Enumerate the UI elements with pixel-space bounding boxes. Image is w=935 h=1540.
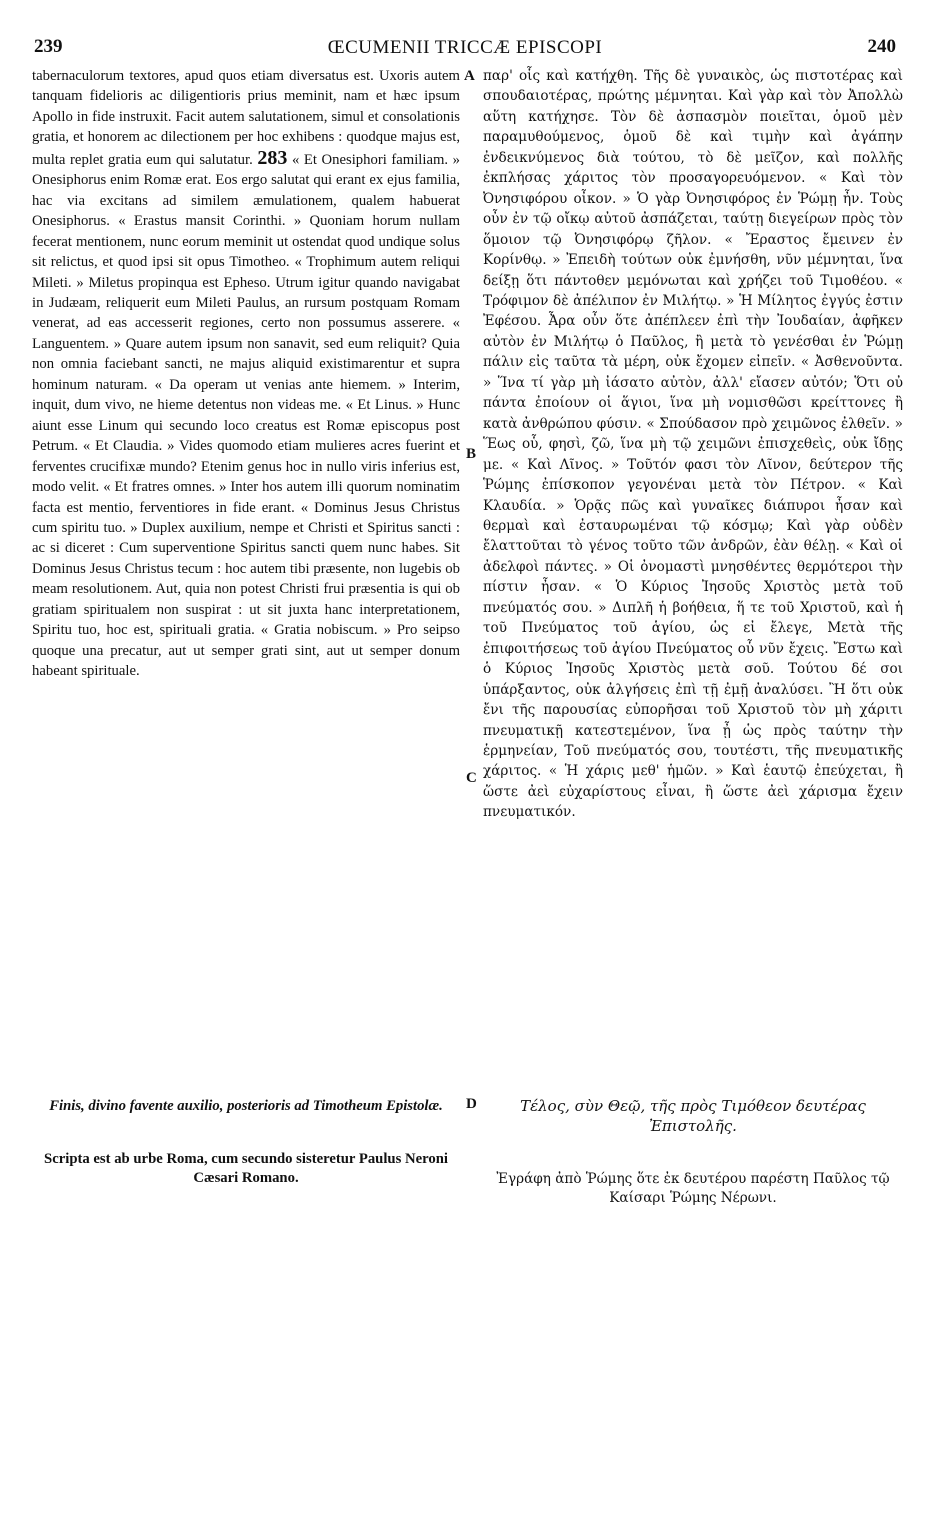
latin-colophon — [32, 1096, 460, 1188]
margin-marker-b: B — [466, 446, 477, 462]
latin-text-part-1: tabernaculorum textores, apud quos etiam diversatus est. Uxoris autem tanquam fidelioris ac diligentioris prius meminit, nam et hæc ipsum Apollo in fide instruxit. Facit autem salutationem, simul et consolationis gratia, et honorem ac dilectionem per hoc exhibens : quodque majus est, multa replet gratia eum qui salutatur. — [32, 68, 460, 168]
section-number: 283 — [257, 146, 288, 169]
latin-subscription: Scripta est ab urbe Roma, cum secundo sisteretur Paulus Neroni Cæsari Romano. — [44, 1151, 448, 1186]
left-page-number: 239 — [34, 36, 63, 57]
latin-text-part-2: « Et Onesiphori familiam. » Onesiphorus enim Romæ erat. Eos ergo salutat qui erant ex ejus familia, hac via excitans ad similem æmulationem, qualem habuerat Onesiphorus. « Erastus mansit Corinthi. » Quoniam horum nullam fecerat mentionem, nunc eorum meminit ut ostendat quod undique solus sit relictus, et quod ipsi sit opus Timotheo. « Trophimum autem reliqui Mileti. » Miletus propinqua est Epheso. Utrum igitur quando navigabat in Judæam, reliquerit eum Mileti Paulus, an rursum postquam Romam venerat, ad eas accesserit regiones, certo non possumus asserere. « Languentem. » Quare autem ipsum non sanavit, sed eum reliquit? Quia non omnia faciebant sancti, ne majus aliquid existimarentur et supra hominum naturam. « Da operam ut venias ante hiemem. » Interim, inquit, dum vivo, ne hieme detentus non videas me. « Et Linus. » Hunc aiunt esse Linum qui secundo loco creatus est Romæ episcopus post Petrum. « Et Claudia. » Vides quomodo etiam mulieres acres fuerint et ferventes crucifixæ mundo? Etenim genus hoc in nullo viris inferius est, modo velit. « Et fratres omnes. » Inter hos autem illi quorum nominatim facta est mentio, ferventiores in fide erant. « Dominus Jesus Christus cum spiritu tuo. » Duplex auxilium, nempe et Christi et Spiritus sancti : ac si diceret : Cum superventione Spiritus sancti quem nunc habes. Sit Dominus Jesus Christus tecum : hoc autem tibi præsente, non lugebis ob meam resolutionem. Aut, quia non potest Christi frui præsentia is qui ob gratiam spiritualem non suspirat : ut sit juxta hanc interpretationem, Spiritu tuo, hoc est, spirituali gratia. « Gratia nobiscum. » Pro seipso quoque una precatur, aut ut semper grati sint, aut ut semper donum habeant spirituale. — [32, 151, 461, 680]
margin-marker-c: C — [466, 770, 477, 786]
right-page-number: 240 — [867, 36, 896, 57]
greek-paragraph: παρ' οἷς καὶ κατήχθη. Τῆς δὲ γυναικὸς, ὡς πιστοτέρας καὶ σπουδαιοτέρας, πρώτης μέμνηται. Καὶ γὰρ καὶ τὸν Ἀπολλὼ αὕτη κατήχησε. Τὸν δὲ ἀσπασμὸν ποιεῖται, ὁμοῦ μὲν παραμυθούμενος, ὁμοῦ δὲ καὶ τιμὴν καὶ ἀγάπην ἐνδεικνύμενος διὰ τούτου, τὸ δὲ μεῖζον, καὶ πολλῆς ἐκπλήσας χάριτος τὸν προσαγορευόμενον. « Καὶ τὸν Ὀνησιφόρου οἶκον. » Ὁ γὰρ Ὀνησιφόρος ἐν Ῥώμῃ ἦν. Τοὺς οὖν ἐν τῷ οἴκῳ αὐτοῦ ἀσπάζεται, ταύτῃ διεγείρων πρὸς τὸν ὅμοιον τῷ Ὀνησιφόρῳ ζῆλον. « Ἔραστος ἔμεινεν ἐν Κορίνθῳ. » Ἐπειδὴ τούτων οὐκ ἐμνήσθη, νῦν μέμνηται, ἵνα δείξῃ ὅτι πάντοθεν μεμόνωται καὶ χρήζει τοῦ Τιμοθέου. « Τρόφιμον δὲ ἀπέλιπον ἐν Μιλήτῳ. » Ἡ Μίλητος ἐγγύς ἐστιν Ἐφέσου. Ἆρα οὖν ὅτε ἀπέπλεεν ἐπὶ τὴν Ἰουδαίαν, ἀφῆκεν αὐτὸν ἐν Μιλήτῳ ὁ Παῦλος, ἢ μετὰ τὸ γενέσθαι ἐν Ῥώμῃ πάλιν εἰς ταῦτα τὰ μέρη, οὐκ ἔχομεν εἰπεῖν. « Ἀσθενοῦντα. » Ἵνα τί γὰρ μὴ ἰάσατο αὐτὸν, ἀλλ' εἴασεν αὐτόν; Ὅτι οὐ πάντα ἐποίουν οἱ ἅγιοι, ἵνα μὴ νομισθῶσι κρείττονες ἢ κατὰ ἀνθρώπου φύσιν. « Σπούδασον πρὸ χειμῶνος ἐλθεῖν. » Ἕως οὗ, φησὶ, ζῶ, ἵνα μὴ τῷ χειμῶνι ἐπισχεθεὶς, οὐκ ἴδῃς με. « Καὶ Λῖνος. » Τοῦτόν φασι τὸν Λῖνον, δεύτερον τῆς Ῥώμης ἐπίσκοπον γεγονέναι μετὰ τὸν Πέτρον. « Καὶ Κλαυδία. » Ὁρᾷς πῶς καὶ γυναῖκες διάπυροι ἦσαν καὶ θερμαὶ καὶ ἐσταυρωμέναι τῷ κόσμῳ; Καὶ γὰρ οὐδὲν ἔλαττοῦται τὸ γένος τοῦτο τῶν ἀνδρῶν, ἐὰν θέλῃ. « Καὶ οἱ ἀδελφοὶ πάντες. » Οἱ ὀνομαστὶ μνησθέντες θερμότεροι τὴν πίστιν ἦσαν. « Ὁ Κύριος Ἰησοῦς Χριστὸς μετὰ τοῦ πνεύματός σου. » Διπλῆ ἡ βοήθεια, ἥ τε τοῦ Χριστοῦ, καὶ ἡ τοῦ Πνεύματος τοῦ ἁγίου, ὡς εἰ ἔλεγε, Μετὰ τῆς ἐπιφοιτήσεως τοῦ ἁγίου Πνεύματος οὗ νῦν ἔχεις. Ἔστω καὶ ὁ Κύριος Ἰησοῦς Χριστὸς μετὰ σοῦ. Τούτου δέ σοι ὑπάρξαντος, οὐκ ἀλγήσεις ἐπὶ τῇ ἐμῇ ἀναλύσει. Ἢ ὅτι οὐκ ἔνι τῆς παρουσίας εὐπορῆσαι τοῦ Χριστοῦ τὸν μὴ χάριτι πνευματικῇ κατεστεμένον, ἵνα ᾖ ὡς πρὸς ταύτην τὴν ἑρμηνείαν, Τοῦ πνεύματός σου, τουτέστι, τῆς πνευματικῆς χάριτος. « Ἡ χάρις μεθ' ἡμῶν. » Καὶ ἑαυτῷ ἐπεύχεται, ἢ ὥστε ἀεὶ εὐχαρίστους εἶναι, ἢ ὥστε ἀεὶ χάρισμα ἔχειν πνευματικόν. — [483, 68, 903, 821]
running-title: ŒCUMENII TRICCÆ EPISCOPI — [327, 37, 603, 58]
latin-paragraph — [32, 66, 460, 682]
greek-colophon — [483, 1096, 903, 1208]
margin-marker-a: A — [464, 68, 475, 84]
latin-finis: Finis, divino favente auxilio, posterioris ad Timotheum Epistolæ. — [49, 1098, 443, 1114]
margin-marker-d: D — [466, 1096, 477, 1112]
page-header — [34, 36, 896, 66]
greek-subscription: Ἐγράφη ἀπὸ Ῥώμης ὅτε ἐκ δευτέρου παρέστη Παῦλος τῷ Καίσαρι Ῥώμης Νέρωνι. — [496, 1171, 890, 1206]
latin-column — [32, 66, 460, 682]
greek-telos: Τέλος, σὺν Θεῷ, τῆς πρὸς Τιμόθεον δευτέρας Ἐπιστολῆς. — [520, 1097, 866, 1135]
greek-column — [483, 66, 903, 823]
